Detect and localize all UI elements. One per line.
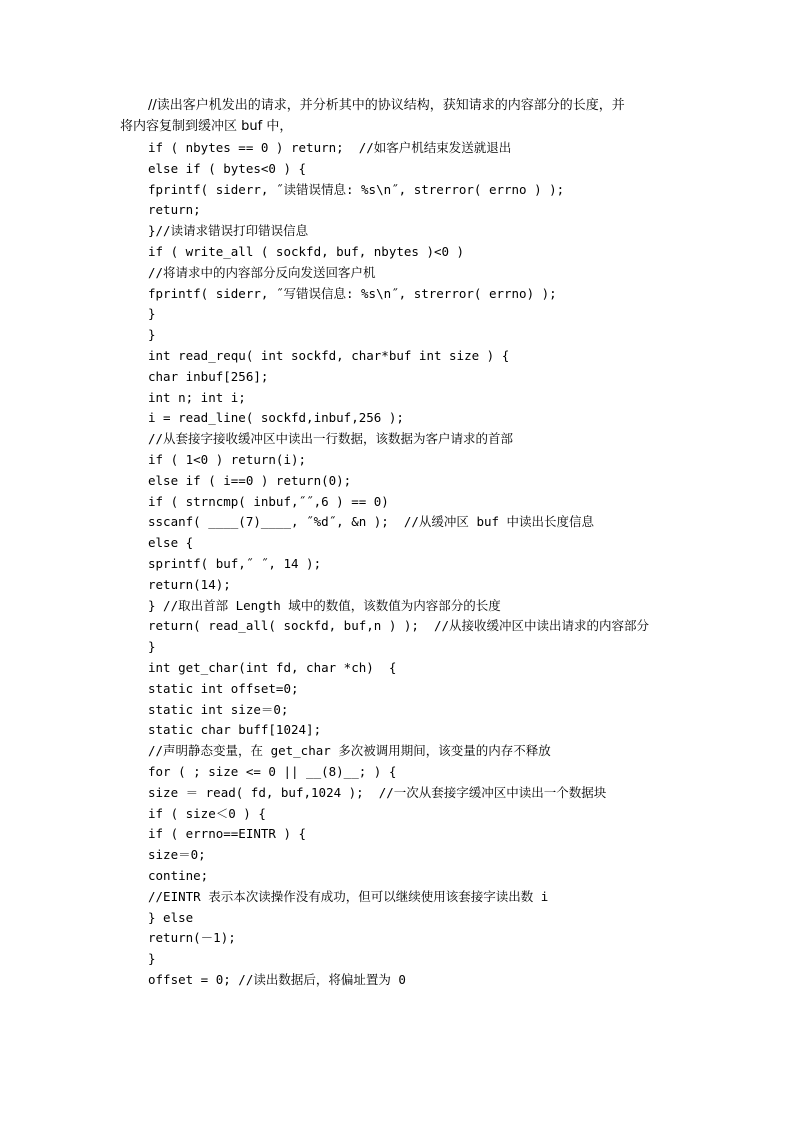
- code-line: }: [148, 327, 156, 343]
- code-line: sscanf( ____(7)____, ˝%d˝, &n ); //从缓冲区 buf 中读出长度信息: [148, 514, 595, 530]
- code-line: if ( write_all ( sockfd, buf, nbytes )<0 ): [148, 244, 465, 259]
- code-line: size＝0;: [148, 847, 206, 863]
- code-line: }: [148, 951, 156, 967]
- code-line: static int offset=0;: [148, 680, 299, 696]
- code-line: static char buff[1024];: [148, 722, 322, 738]
- code-line: //从套接字接收缓冲区中读出一行数据，该数据为客户请求的首部: [148, 431, 514, 447]
- code-line: int get_char(int fd, char *ch) {: [148, 660, 397, 675]
- code-line: } else: [148, 909, 194, 925]
- code-line: else if ( i==0 ) return(0);: [148, 472, 352, 488]
- code-line: fprintf( siderr, ˝读错误情息: %s\n˝, strerror( errno ) );: [148, 181, 565, 197]
- paragraph-line: //读出客户机发出的请求，并分析其中的协议结构，获知请求的内容部分的长度，并: [148, 98, 625, 113]
- code-line: return(－1);: [148, 930, 236, 946]
- code-line: return(14);: [148, 576, 231, 592]
- code-line: else if ( bytes<0 ) {: [148, 160, 307, 176]
- paragraph-line: 将内容复制到缓冲区 buf 中，: [120, 119, 293, 134]
- code-line: i = read_line( sockfd,inbuf,256 );: [148, 410, 404, 426]
- code-line: if ( size＜0 ) {: [148, 805, 266, 821]
- code-line: return( read_all( sockfd, buf,n ) ); //从接收缓冲区中读出请求的内容部分: [148, 618, 650, 634]
- code-line: }//读请求错误打印错误信息: [148, 223, 309, 239]
- code-line: char inbuf[256];: [148, 368, 269, 384]
- code-line: int read_requ( int sockfd, char*buf int size ) {: [148, 348, 510, 363]
- code-line: } //取出首部 Length 域中的数值，该数值为内容部分的长度: [148, 597, 501, 613]
- code-line: if ( errno==EINTR ) {: [148, 826, 307, 842]
- code-line: size ＝ read( fd, buf,1024 ); //一次从套接字缓冲区中读出一个数据块: [148, 784, 607, 800]
- code-line: return;: [148, 202, 201, 218]
- code-line: if ( strncmp( inbuf,˝˝,6 ) == 0): [148, 493, 389, 509]
- code-line: offset = 0; //读出数据后，将偏址置为 0: [148, 972, 406, 987]
- code-line: int n; int i;: [148, 389, 246, 405]
- code-line: sprintf( buf,˝ ˝, 14 );: [148, 556, 322, 571]
- code-line: }: [148, 306, 156, 322]
- code-line: static int size＝0;: [148, 701, 289, 717]
- code-line: fprintf( siderr, ˝写错误信息: %s\n˝, strerror( errno) );: [148, 285, 557, 301]
- code-line: if ( nbytes == 0 ) return; //如客户机结束发送就退出: [148, 140, 512, 155]
- code-line: //声明静态变量，在 get_char 多次被调用期间，该变量的内存不释放: [148, 743, 551, 759]
- code-line: else {: [148, 535, 194, 551]
- code-line: contine;: [148, 868, 209, 883]
- code-line: //EINTR 表示本次读操作没有成功，但可以继续使用该套接字读出数 i: [148, 888, 549, 904]
- code-line: if ( 1<0 ) return(i);: [148, 452, 307, 467]
- code-line: }: [148, 639, 156, 655]
- code-line: for ( ; size <= 0 || __(8)__; ) {: [148, 764, 397, 779]
- code-line: //将请求中的内容部分反向发送回客户机: [148, 264, 376, 280]
